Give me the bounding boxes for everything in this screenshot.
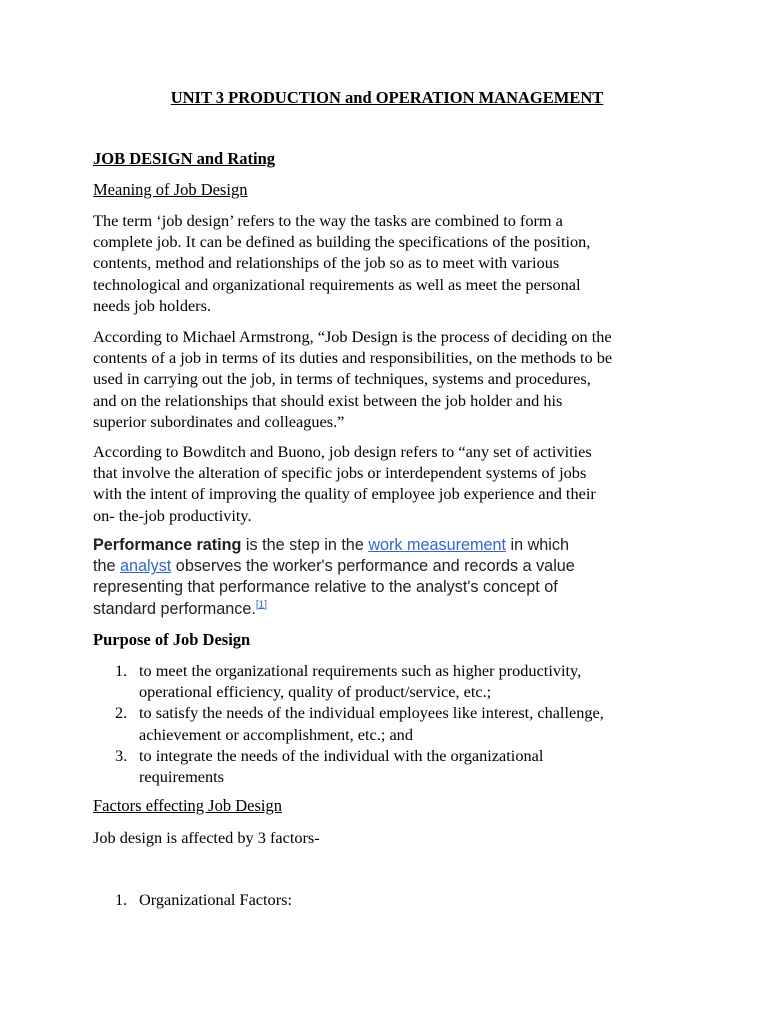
text-fragment: is the step in the — [241, 536, 369, 554]
text-line: on- the-job productivity. — [93, 505, 252, 525]
factors-heading: Factors effecting Job Design — [93, 796, 282, 815]
unit-title: UNIT 3 PRODUCTION and OPERATION MANAGEMENT — [170, 88, 604, 107]
text-line: to integrate the needs of the individual with the organizational — [139, 745, 544, 765]
text-line: The term ‘job design’ refers to the way the tasks are combined to form a — [93, 211, 563, 230]
text-line: used in carrying out the job, in terms of techniques, systems and procedures, — [93, 369, 591, 389]
text-fragment: in which — [505, 536, 569, 554]
paragraph-bowditch-buono — [93, 441, 683, 526]
text-line: to satisfy the needs of the individual employees like interest, challenge, — [139, 703, 604, 723]
analyst-link[interactable]: analyst — [120, 557, 172, 576]
list-number: 3. — [115, 745, 128, 765]
section-heading: JOB DESIGN and Rating — [93, 149, 276, 168]
text-line: operational efficiency, quality of product/service, etc.; — [139, 682, 492, 702]
list-item — [93, 702, 683, 744]
work-measurement-link[interactable]: work measurement — [368, 536, 506, 554]
text-line: and on the relationships that should exist between the job holder and his — [93, 390, 563, 410]
purpose-list — [93, 660, 683, 787]
text-fragment: observes the worker's performance and records a value — [171, 557, 575, 576]
meaning-heading: Meaning of Job Design — [93, 180, 248, 199]
list-item — [93, 889, 683, 910]
text-line: to meet the organizational requirements such as higher productivity, — [139, 661, 582, 680]
list-item — [93, 745, 683, 787]
text-line: with the intent of improving the quality of employee job experience and their — [93, 484, 596, 504]
text-line — [93, 535, 683, 556]
list-number: 1. — [115, 661, 128, 680]
list-item — [93, 660, 683, 702]
factors-intro: Job design is affected by 3 factors- — [93, 828, 320, 847]
list-number: 2. — [115, 703, 128, 723]
text-line: contents, method and relationships of the job so as to meet with various — [93, 253, 560, 273]
performance-rating-paragraph — [93, 535, 683, 620]
text-line: representing that performance relative to the analyst's concept of — [93, 578, 558, 597]
text-line: superior subordinates and colleagues.” — [93, 411, 345, 431]
text-line: complete job. It can be defined as building the specifications of the position, — [93, 232, 591, 252]
text-fragment: standard performance. — [93, 599, 256, 618]
text-line: Organizational Factors: — [139, 890, 292, 909]
purpose-heading: Purpose of Job Design — [93, 630, 251, 649]
factors-list — [93, 889, 683, 910]
paragraph-armstrong-quote — [93, 326, 683, 432]
text-line: According to Bowditch and Buono, job design refers to “any set of activities — [93, 442, 592, 461]
text-line: According to Michael Armstrong, “Job Design is the process of deciding on the — [93, 327, 612, 346]
text-line: achievement or accomplishment, etc.; and — [139, 724, 413, 744]
text-line: needs job holders. — [93, 295, 212, 315]
text-line: that involve the alteration of specific jobs or interdependent systems of jobs — [93, 463, 587, 483]
text-line: technological and organizational requirements as well as meet the personal — [93, 274, 581, 294]
paragraph-job-design-definition — [93, 210, 683, 316]
text-line — [93, 556, 683, 577]
text-line: contents of a job in terms of its duties and responsibilities, on the methods to be — [93, 348, 613, 368]
text-fragment: the — [93, 557, 121, 576]
text-line: requirements — [139, 767, 224, 787]
list-number: 1. — [115, 890, 128, 909]
text-line — [93, 599, 683, 620]
performance-rating-term: Performance rating — [93, 536, 242, 554]
reference-link[interactable]: [1] — [255, 599, 267, 611]
